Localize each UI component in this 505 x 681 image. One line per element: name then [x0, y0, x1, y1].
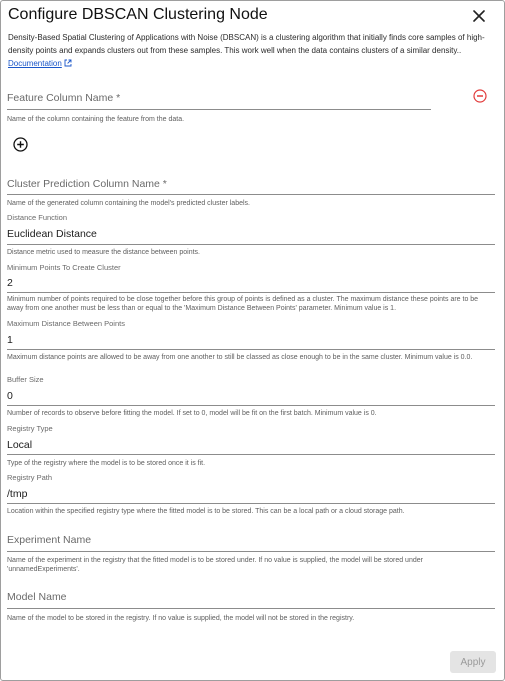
cluster-prediction-hint: Name of the generated column containing the model's predicted cluster labels. [7, 200, 250, 207]
buffer-size-value: 0 [7, 390, 13, 402]
min-points-hint: Minimum number of points required to be close together before this group of points is defined as a cluster. The maximum distance these points are to be away from one another must be less than or equal to the 'Maximum Distance Between Points' parameter. Minimum value is 1. [7, 296, 479, 312]
buffer-size-underline [7, 405, 495, 406]
max-distance-hint: Maximum distance points are allowed to be away from one another to still be classed as close enough to be in the same cluster. Minimum value is 0.0. [7, 354, 473, 361]
registry-path-label: Registry Path [7, 473, 53, 482]
distance-function-label: Distance Function [7, 213, 68, 222]
registry-type-hint: Type of the registry where the model is to be stored once it is fit. [7, 460, 206, 467]
feature-column-underline [7, 109, 431, 110]
distance-function-select[interactable] [7, 213, 495, 245]
registry-path-value: /tmp [7, 488, 28, 500]
distance-function-hint: Distance metric used to measure the distance between points. [7, 249, 200, 256]
model-name-underline [7, 608, 495, 609]
registry-type-select[interactable] [7, 424, 495, 454]
registry-type-underline [7, 454, 495, 455]
add-feature-button[interactable] [13, 137, 28, 152]
feature-column-hint: Name of the column containing the feature from the data. [7, 116, 185, 123]
external-link-icon[interactable] [64, 59, 72, 67]
min-points-underline [7, 292, 495, 293]
feature-column-field[interactable] [7, 92, 431, 110]
distance-function-value: Euclidean Distance [7, 228, 97, 240]
buffer-size-label: Buffer Size [7, 375, 44, 384]
min-points-value: 2 [7, 277, 13, 289]
max-distance-underline [7, 349, 495, 350]
close-button[interactable] [468, 5, 490, 27]
distance-function-underline [7, 244, 495, 245]
registry-type-value: Local [7, 439, 33, 451]
max-distance-field[interactable] [7, 319, 495, 349]
cluster-prediction-underline [7, 194, 495, 195]
min-points-field[interactable] [7, 263, 495, 293]
model-name-field[interactable] [7, 591, 495, 609]
experiment-name-underline [7, 551, 495, 552]
feature-column-label: Feature Column Name * [7, 92, 121, 104]
apply-button[interactable]: Apply [450, 651, 496, 673]
cluster-prediction-field[interactable] [7, 178, 495, 196]
remove-circle-icon[interactable] [473, 89, 487, 103]
remove-feature-button[interactable] [473, 89, 487, 103]
model-name-label: Model Name [7, 591, 67, 603]
description-text: Density-Based Spatial Clustering of Applications with Noise (DBSCAN) is a clustering algorithm that initially finds core samples of high-density points and expands clusters out from these samples. This work well when the data contains clusters of a similar density.. [8, 33, 485, 55]
registry-type-label: Registry Type [7, 424, 53, 433]
max-distance-value: 1 [7, 334, 13, 346]
cluster-prediction-label: Cluster Prediction Column Name * [7, 178, 167, 190]
close-icon[interactable] [473, 10, 485, 22]
dialog-title: Configure DBSCAN Clustering Node [8, 6, 268, 23]
buffer-size-field[interactable] [7, 375, 495, 405]
min-points-label: Minimum Points To Create Cluster [7, 263, 121, 272]
registry-path-field[interactable] [7, 473, 495, 503]
max-distance-label: Maximum Distance Between Points [7, 319, 125, 328]
registry-path-underline [7, 503, 495, 504]
registry-path-hint: Location within the specified registry type where the fitted model is to be stored. This can be a local path or a cloud storage path. [7, 508, 405, 515]
documentation-link[interactable]: Documentation [8, 59, 62, 68]
model-name-hint: Name of the model to be stored in the registry. If no value is supplied, the model will not be stored in the registry. [7, 615, 355, 622]
dialog-description [8, 31, 498, 70]
add-circle-icon[interactable] [13, 137, 28, 152]
experiment-name-hint: Name of the experiment in the registry that the fitted model is to be stored under. If no value is supplied, the model will be stored under 'unnamedExperiments'. [7, 557, 423, 573]
buffer-size-hint: Number of records to observe before fitting the model. If set to 0, model will be fit on the first batch. Minimum value is 0. [7, 410, 377, 417]
experiment-name-label: Experiment Name [7, 534, 92, 546]
experiment-name-field[interactable] [7, 534, 495, 552]
